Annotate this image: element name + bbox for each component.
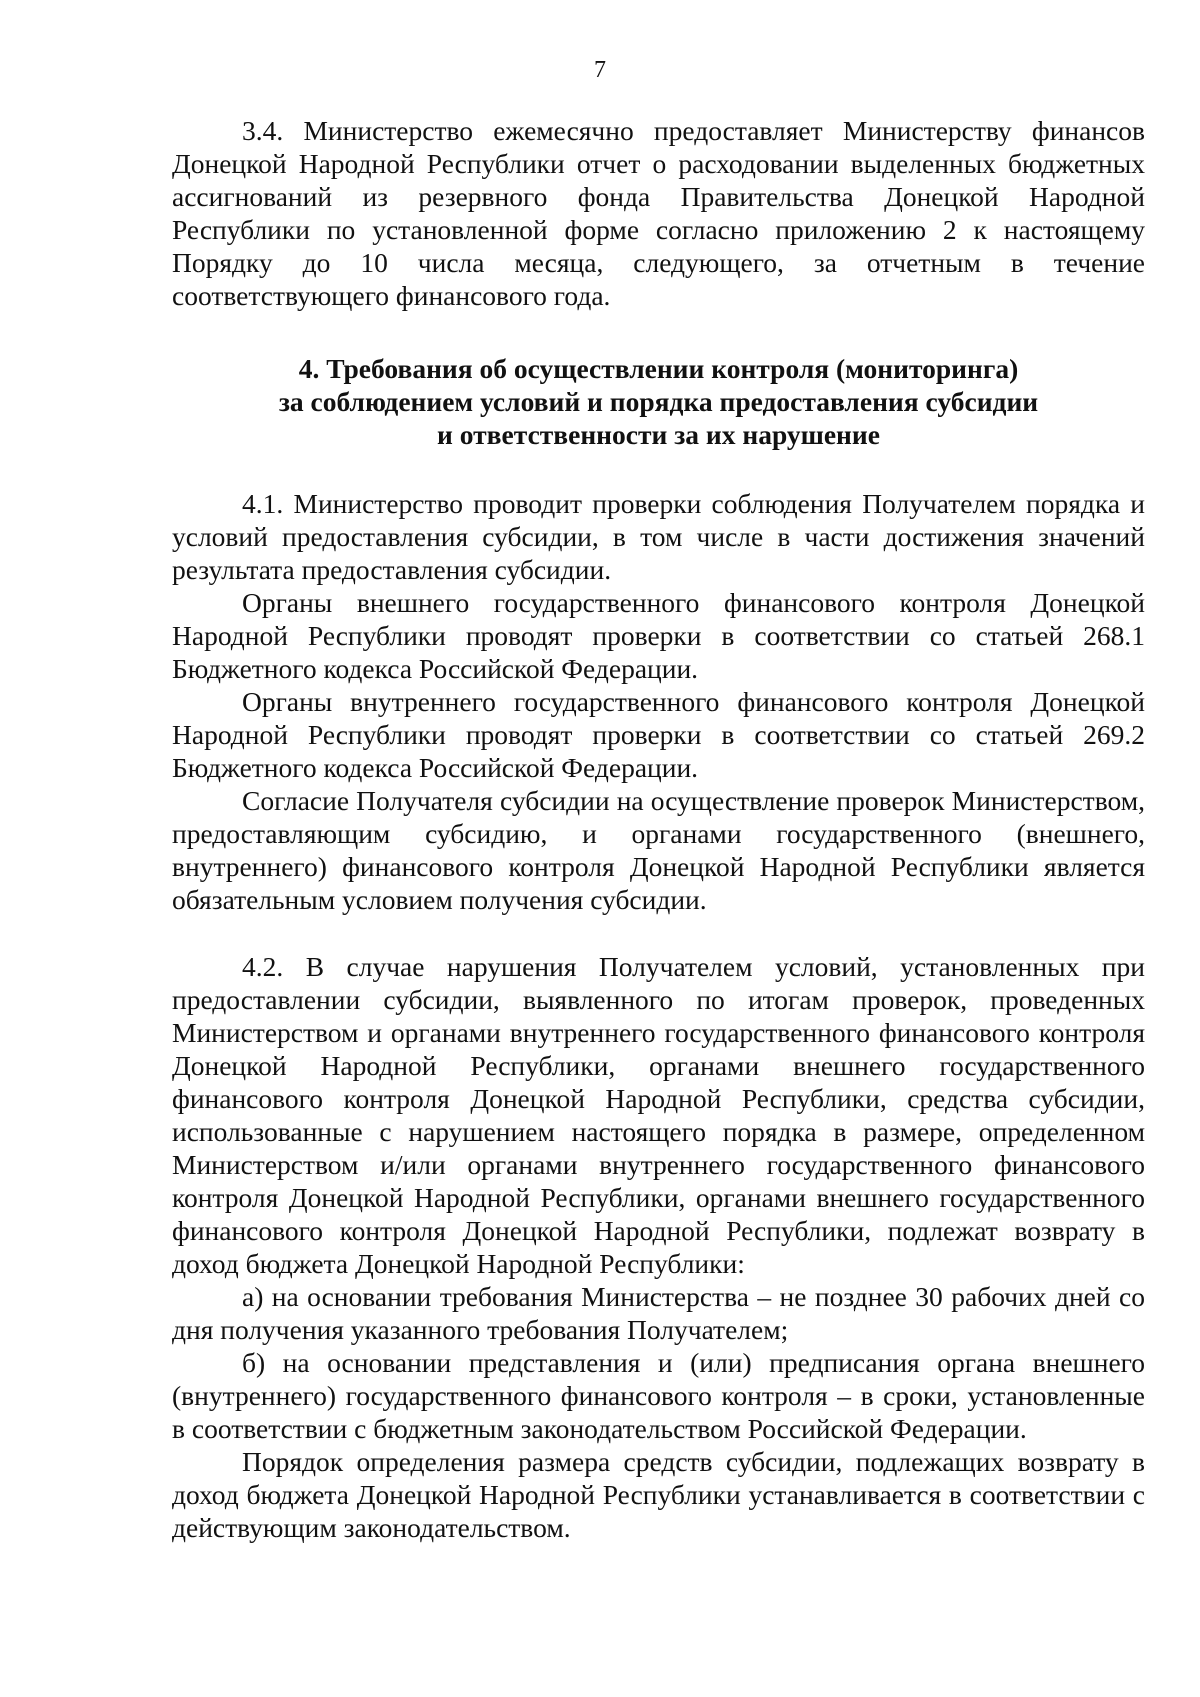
paragraph-external-control: Органы внешнего государственного финансового контроля Донецкой Народной Республики проводят проверки в соответствии со статьей 268.1 Бюджетного кодекса Российской Федерации. xyxy=(172,587,1145,684)
page-number: 7 xyxy=(594,57,606,83)
paragraph-3-4: 3.4. Министерство ежемесячно предоставляет Министерству финансов Донецкой Народной Республики отчет о расходовании выделенных бюджетных ассигнований из резервного фонда Правительства Донецкой Народной Республики по установленной форме согласно приложению 2 к настоящему Порядку до 10 числа месяца, следующего, за отчетным в течение соответствующего финансового года. xyxy=(172,115,1145,311)
paragraph-4-1: 4.1. Министерство проводит проверки соблюдения Получателем порядка и условий предоставления субсидии, в том числе в части достижения значений результата предоставления субсидии. xyxy=(172,488,1145,585)
section-heading-line: за соблюдением условий и порядка предоставления субсидии xyxy=(278,386,1039,417)
document-body xyxy=(172,114,1145,1544)
section-heading xyxy=(172,352,1145,451)
paragraph-item-b: б) на основании представления и (или) предписания органа внешнего (внутреннего) государственного финансового контроля – в сроки, установленные в соответствии с бюджетным законодательством Российской Федерации. xyxy=(172,1347,1145,1444)
spacer xyxy=(172,312,1145,352)
paragraph-4-2: 4.2. В случае нарушения Получателем условий, установленных при предоставлении субсидии, выявленного по итогам проверок, проведенных Министерством и органами внутреннего государственного финансового контроля Донецкой Народной Республики, органами внешнего государственного финансового контроля Донецкой Народной Республики, средства субсидии, использованные с нарушением настоящего порядка в размере, определенном Министерством и/или органами внутреннего государственного финансового контроля Донецкой Народной Республики, органами внешнего государственного финансового контроля Донецкой Народной Республики, подлежат возврату в доход бюджета Донецкой Народной Республики: xyxy=(172,951,1145,1279)
section-heading-line: и ответственности за их нарушение xyxy=(437,419,880,450)
spacer xyxy=(172,451,1145,487)
spacer xyxy=(172,916,1145,950)
paragraph-refund-procedure: Порядок определения размера средств субсидии, подлежащих возврату в доход бюджета Донецкой Народной Республики устанавливается в соответствии с действующим законодательством. xyxy=(172,1446,1145,1543)
paragraph-internal-control: Органы внутреннего государственного финансового контроля Донецкой Народной Республики проводят проверки в соответствии со статьей 269.2 Бюджетного кодекса Российской Федерации. xyxy=(172,686,1145,783)
section-heading-line: 4. Требования об осуществлении контроля (мониторинга) xyxy=(298,353,1019,384)
paragraph-consent: Согласие Получателя субсидии на осуществление проверок Министерством, предоставляющим субсидию, и органами государственного (внешнего, внутреннего) финансового контроля Донецкой Народной Республики является обязательным условием получения субсидии. xyxy=(172,785,1145,915)
paragraph-item-a: а) на основании требования Министерства – не позднее 30 рабочих дней со дня получения указанного требования Получателем; xyxy=(172,1281,1145,1345)
